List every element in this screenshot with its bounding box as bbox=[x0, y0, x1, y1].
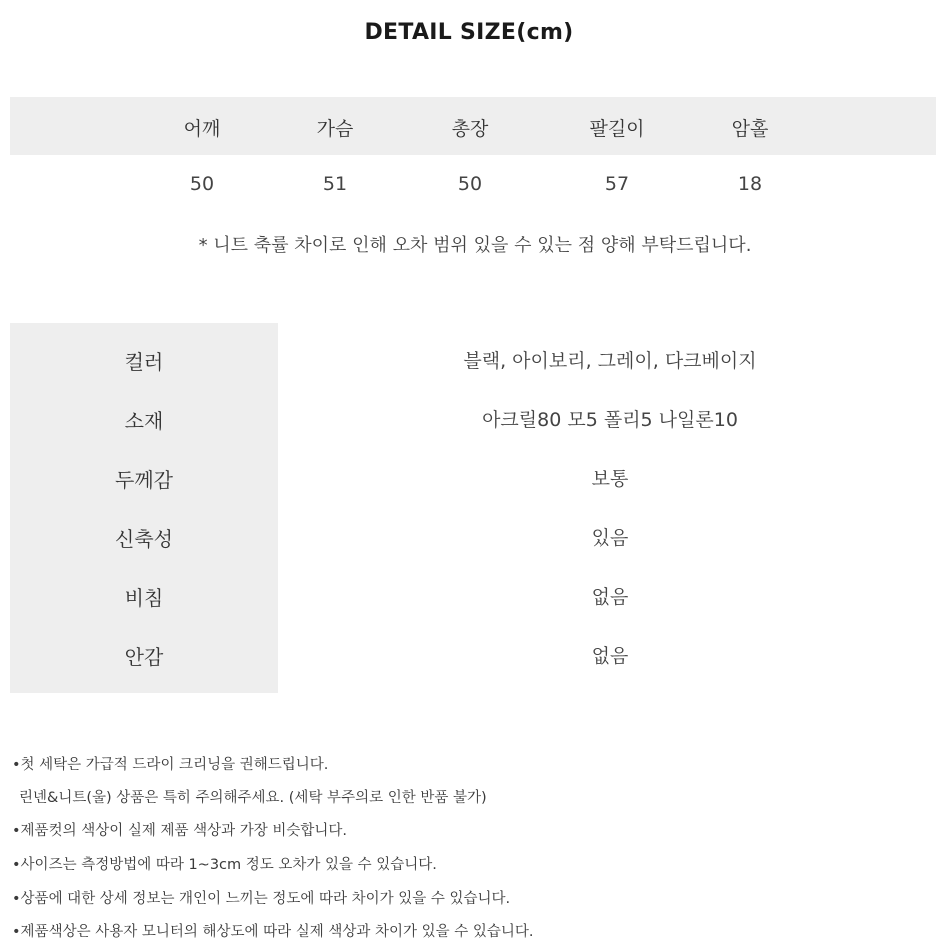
spec-value-material: 아크릴80 모5 폴리5 나일론10 bbox=[482, 409, 738, 431]
spec-value-stretch: 있음 bbox=[591, 527, 629, 549]
spec-label-material: 소재 bbox=[124, 409, 164, 433]
size-value-length: 50 bbox=[457, 173, 483, 195]
size-note: * 니트 축률 차이로 인해 오차 범위 있을 수 있는 점 양해 부탁드립니다. bbox=[198, 235, 752, 256]
spec-value-color: 블랙, 아이보리, 그레이, 다크베이지 bbox=[463, 350, 757, 372]
size-header-shoulder: 어깨 bbox=[183, 118, 221, 140]
spec-label-lining: 안감 bbox=[124, 645, 164, 669]
note-item: •상품에 대한 상세 정보는 개인이 느끼는 정도에 따라 차이가 있을 수 있습니다. bbox=[12, 891, 511, 907]
spec-label-thickness: 두께감 bbox=[115, 468, 173, 492]
note-item: 린넨&니트(울) 상품은 특히 주의해주세요. (세탁 부주의로 인한 반품 불가) bbox=[19, 790, 487, 806]
size-value-armhole: 18 bbox=[737, 173, 763, 195]
spec-label-stretch: 신축성 bbox=[115, 527, 173, 551]
spec-label-sheerness: 비침 bbox=[124, 586, 164, 610]
spec-label-column bbox=[10, 323, 278, 693]
size-header-length: 총장 bbox=[451, 118, 489, 140]
spec-label-color: 컬러 bbox=[124, 350, 164, 374]
note-item: •사이즈는 측정방법에 따라 1~3cm 정도 오차가 있을 수 있습니다. bbox=[12, 857, 437, 873]
size-value-sleeve: 57 bbox=[604, 173, 630, 195]
size-value-shoulder: 50 bbox=[189, 173, 215, 195]
size-header-armhole: 암홀 bbox=[731, 118, 769, 140]
note-item: •제품색상은 사용자 모니터의 해상도에 따라 실제 색상과 차이가 있을 수 있습니다. bbox=[12, 924, 534, 940]
note-item: •제품컷의 색상이 실제 제품 색상과 가장 비슷합니다. bbox=[12, 823, 347, 839]
size-value-chest: 51 bbox=[322, 173, 348, 195]
note-item: •첫 세탁은 가급적 드라이 크리닝을 권해드립니다. bbox=[12, 757, 329, 773]
spec-value-sheerness: 없음 bbox=[591, 586, 629, 608]
size-header-chest: 가슴 bbox=[316, 118, 354, 140]
size-header-sleeve: 팔길이 bbox=[589, 118, 645, 140]
page-title: DETAIL SIZE(cm) bbox=[364, 20, 574, 45]
spec-value-lining: 없음 bbox=[591, 645, 629, 667]
spec-value-thickness: 보통 bbox=[591, 468, 629, 490]
